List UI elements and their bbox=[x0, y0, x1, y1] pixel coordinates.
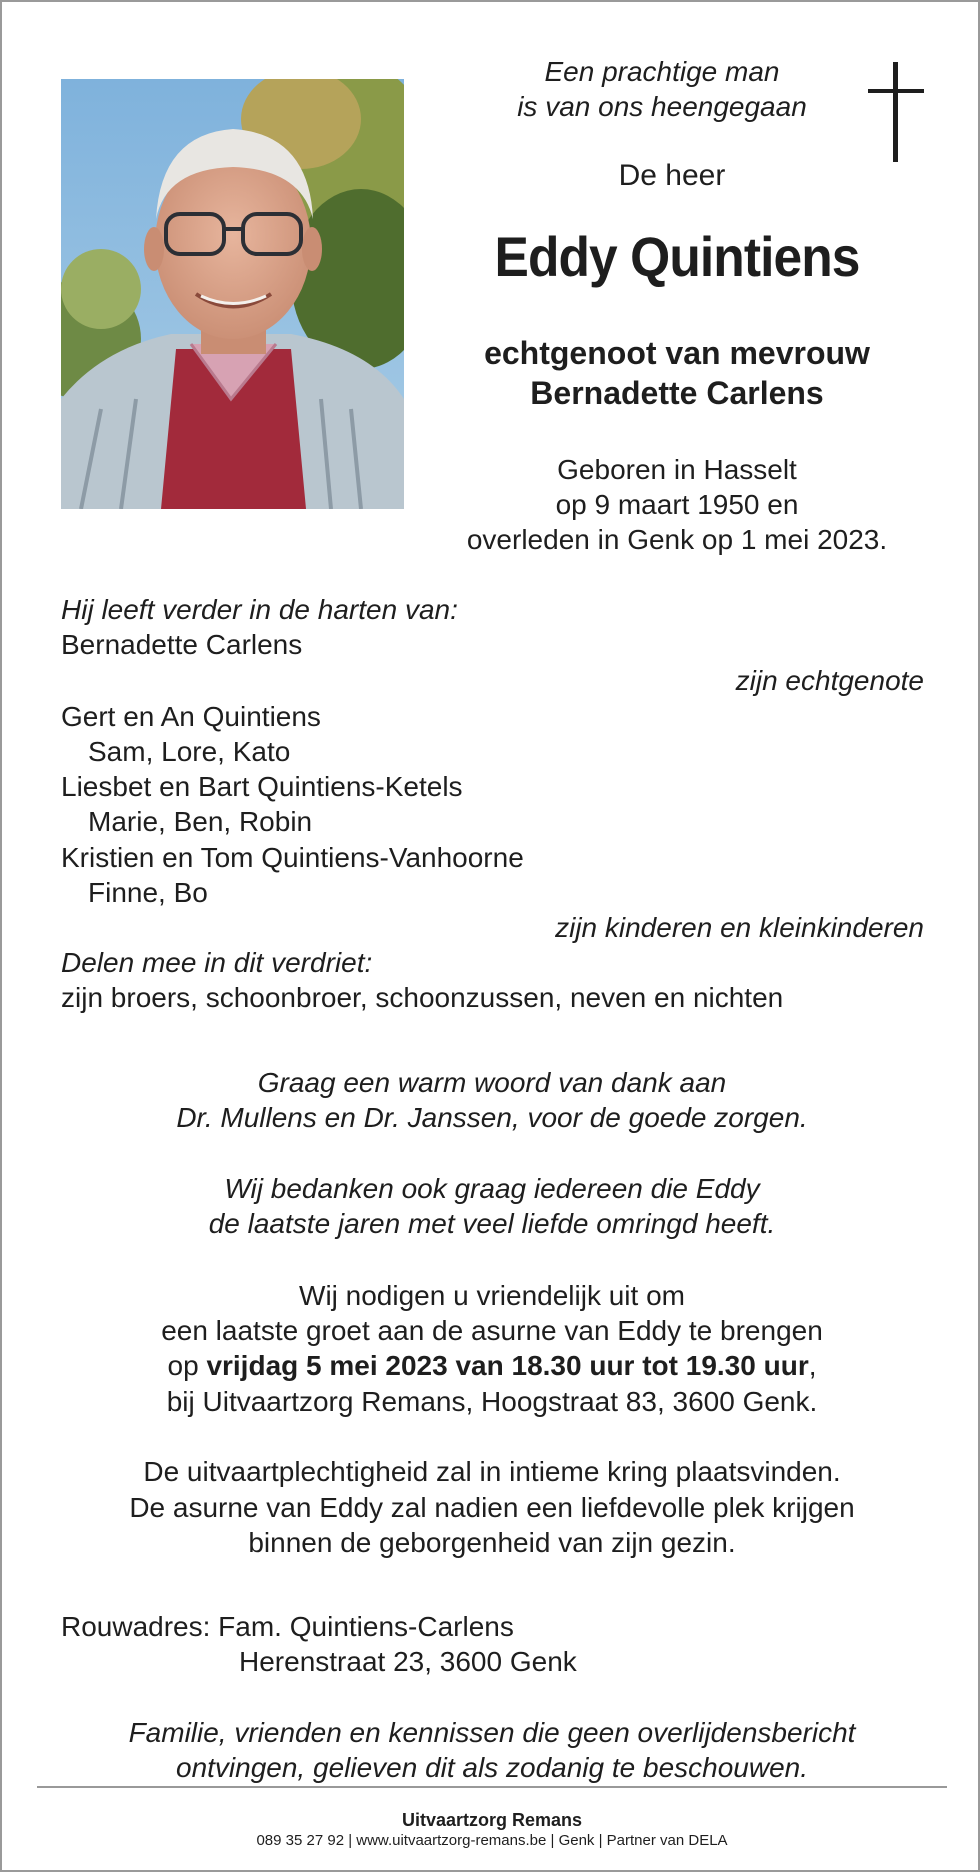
survivors-heading: Hij leeft verder in de harten van: bbox=[61, 594, 458, 625]
share-list: zijn broers, schoonbroer, schoonzussen, neven en nichten bbox=[61, 982, 784, 1013]
cross-icon bbox=[868, 62, 924, 162]
footer-company: Uitvaartzorg Remans bbox=[401, 1810, 583, 1830]
thanks-line-3: Wij bedanken ook graag iedereen die Eddy bbox=[224, 1173, 760, 1204]
invitation-suffix: , bbox=[808, 1350, 817, 1381]
family-2: Liesbet en Bart Quintiens-Ketels bbox=[61, 771, 463, 802]
survivor-spouse: Bernadette Carlens bbox=[61, 629, 303, 660]
spouse-line-1: echtgenoot van mevrouw bbox=[484, 335, 870, 371]
death-line: overleden in Genk op 1 mei 2023. bbox=[466, 524, 888, 555]
footer-info: 089 35 27 92 | www.uitvaartzorg-remans.be | Genk | Partner van DELA bbox=[256, 1832, 728, 1849]
intro-line-1: Een prachtige man bbox=[544, 56, 780, 87]
spouse-role: zijn echtgenote bbox=[735, 665, 924, 696]
birth-date-line: op 9 maart 1950 en bbox=[555, 489, 799, 520]
address-line-1: Rouwadres: Fam. Quintiens-Carlens bbox=[61, 1611, 514, 1642]
visitation-datetime: vrijdag 5 mei 2023 van 18.30 uur tot 19.30 uur bbox=[206, 1350, 809, 1381]
share-heading: Delen mee in dit verdriet: bbox=[61, 947, 373, 978]
footer-divider bbox=[37, 1786, 947, 1788]
family-3: Kristien en Tom Quintiens-Vanhoorne bbox=[61, 842, 524, 873]
ceremony-line-2: De asurne van Eddy zal nadien een liefdevolle plek krijgen bbox=[129, 1492, 855, 1523]
family-3-children: Finne, Bo bbox=[88, 877, 208, 908]
invitation-line-4: bij Uitvaartzorg Remans, Hoogstraat 83, 3600 Genk. bbox=[166, 1386, 818, 1417]
notice-line-2: ontvingen, gelieven dit als zodanig te beschouwen. bbox=[176, 1752, 808, 1783]
family-2-children: Marie, Ben, Robin bbox=[88, 806, 313, 837]
intro-line-2: is van ons heengegaan bbox=[517, 91, 807, 122]
family-1: Gert en An Quintiens bbox=[61, 701, 321, 732]
deceased-name: Eddy Quintiens bbox=[494, 225, 860, 288]
family-1-children: Sam, Lore, Kato bbox=[88, 736, 291, 767]
invitation-line-2: een laatste groet aan de asurne van Eddy te brengen bbox=[161, 1315, 823, 1346]
invitation-line-1: Wij nodigen u vriendelijk uit om bbox=[299, 1280, 685, 1311]
thanks-line-4: de laatste jaren met veel liefde omringd heeft. bbox=[208, 1208, 776, 1239]
thanks-line-1: Graag een warm woord van dank aan bbox=[257, 1067, 727, 1098]
portrait-photo bbox=[61, 79, 404, 509]
birth-line: Geboren in Hasselt bbox=[557, 454, 797, 485]
notice-line-1: Familie, vrienden en kennissen die geen overlijdensbericht bbox=[128, 1717, 856, 1748]
honorific: De heer bbox=[618, 159, 726, 192]
address-line-2: Herenstraat 23, 3600 Genk bbox=[239, 1646, 577, 1677]
invitation-line-3 bbox=[42, 1348, 942, 1383]
invitation-prefix: op bbox=[167, 1350, 207, 1381]
thanks-line-2: Dr. Mullens en Dr. Janssen, voor de goede zorgen. bbox=[176, 1102, 808, 1133]
ceremony-line-1: De uitvaartplechtigheid zal in intieme kring plaatsvinden. bbox=[143, 1456, 841, 1487]
ceremony-line-3: binnen de geborgenheid van zijn gezin. bbox=[248, 1527, 736, 1558]
spouse-line-2: Bernadette Carlens bbox=[530, 375, 824, 411]
children-role: zijn kinderen en kleinkinderen bbox=[555, 912, 924, 943]
